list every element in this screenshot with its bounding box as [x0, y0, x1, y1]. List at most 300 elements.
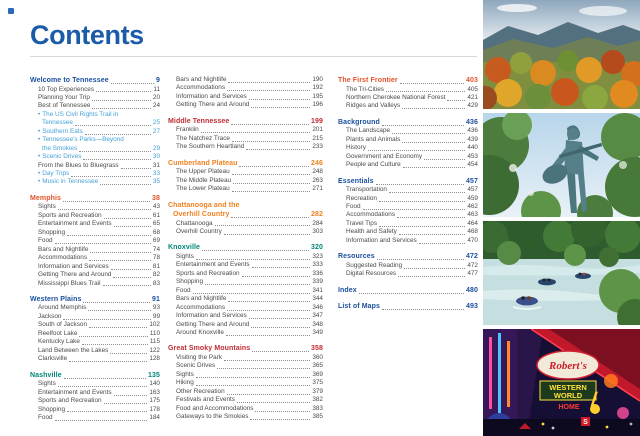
dot-leader [85, 134, 151, 135]
dot-leader [193, 293, 311, 294]
bullet-marker: • [38, 178, 41, 186]
toc-heading [168, 159, 323, 169]
toc-entry [30, 263, 160, 271]
page-number: 346 [312, 303, 323, 311]
toc-entry [338, 186, 478, 194]
toc-entry [168, 84, 323, 92]
dot-leader [92, 108, 150, 109]
toc-entry [338, 136, 478, 144]
page-number: 383 [312, 404, 323, 412]
dot-leader [227, 90, 310, 91]
page-number: 135 [148, 371, 160, 379]
toc-section [338, 286, 478, 296]
toc-entry [168, 304, 323, 312]
entry-label: Memphis [30, 194, 62, 202]
dot-leader [250, 419, 310, 420]
entry-label: Digital Resources [346, 270, 397, 278]
neon-signs-illustration [483, 329, 640, 436]
entry-label: Sights [38, 203, 56, 211]
page-number: 192 [312, 84, 323, 92]
toc-entry [338, 102, 478, 110]
page-number: 472 [466, 253, 478, 261]
page-number: 263 [312, 176, 323, 184]
entry-label: Information and Services [346, 236, 417, 244]
toc-section [168, 201, 323, 237]
dot-leader [382, 125, 464, 126]
entry-label: Planning Your Trip [38, 93, 90, 101]
neon-sign-word3: HOME [558, 404, 580, 411]
toc-section [338, 76, 478, 111]
dot-leader [392, 133, 465, 134]
page-number: 360 [312, 353, 323, 361]
toc-entry [168, 312, 323, 320]
page-number: 20 [152, 93, 160, 101]
entry-label: Food [38, 237, 53, 245]
toc-heading [168, 117, 323, 127]
dot-leader [224, 360, 310, 361]
dot-leader [382, 309, 464, 310]
entry-label: Sights [176, 370, 194, 378]
dot-leader [217, 368, 310, 369]
toc-entry [168, 177, 323, 185]
page-number: 375 [312, 379, 323, 387]
toc-heading [338, 118, 478, 128]
toc-entry [168, 321, 323, 329]
entry-label: Food [38, 413, 53, 421]
dot-leader [83, 159, 151, 160]
toc-heading [30, 76, 160, 86]
toc-entry [338, 144, 478, 152]
page-number: 196 [312, 101, 323, 109]
entry-label: The First Frontier [338, 77, 398, 84]
dot-leader [232, 141, 310, 142]
dot-leader [114, 226, 151, 227]
dot-leader [249, 99, 311, 100]
dot-leader [402, 108, 465, 109]
toc-entry [338, 262, 478, 270]
bullet-marker: • [38, 170, 41, 178]
page-number: 29 [152, 144, 160, 152]
dot-leader [246, 149, 310, 150]
entry-label: Sights [176, 252, 194, 260]
entry-label: Information and Services [176, 312, 247, 320]
page-number: 284 [312, 219, 323, 227]
neon-signs-photo [483, 329, 640, 436]
toc-entry [30, 380, 160, 388]
dot-leader [386, 91, 465, 92]
page-number: 421 [467, 93, 478, 101]
dot-leader [237, 402, 310, 403]
page-number: 303 [312, 227, 323, 235]
entry-label: Great Smoky Mountains [168, 345, 251, 353]
toc-entry [338, 237, 478, 245]
entry-label: Sports and Recreation [38, 211, 102, 219]
entry-label: The Upper Plateau [176, 168, 230, 176]
page-number: 74 [152, 245, 160, 253]
page-number: 320 [311, 244, 323, 252]
dot-leader [228, 82, 310, 83]
entry-label: South of Jackson [38, 321, 88, 329]
toc-entry [168, 295, 323, 303]
entry-label: The Southern Heartland [176, 143, 245, 151]
toc-entry [168, 405, 323, 413]
toc-heading [338, 286, 478, 296]
toc-entry [338, 211, 478, 219]
page-number: 349 [312, 329, 323, 337]
dot-leader [404, 268, 465, 269]
toc-entry [168, 143, 323, 151]
page-number: 25 [152, 119, 160, 127]
dot-leader [96, 91, 151, 92]
entry-label: History [346, 144, 366, 152]
page-number: 178 [149, 405, 160, 413]
dot-leader [92, 100, 151, 101]
toc-section [168, 76, 323, 110]
entry-label: Chattanooga and the [168, 201, 240, 209]
toc-heading [30, 295, 160, 305]
toc-entry [338, 270, 478, 278]
page-number: 199 [311, 117, 323, 125]
entry-label: Mississippi Blues Trail [38, 279, 101, 287]
toc-entry [168, 253, 323, 261]
entry-label: Around Memphis [38, 304, 87, 312]
page-number: 403 [466, 77, 478, 84]
river-rafting-photo [483, 221, 640, 325]
toc-heading [338, 302, 478, 312]
entry-label: Food [346, 203, 361, 211]
entry-label: 10 Top Experiences [38, 85, 95, 93]
entry-label: Plants and Animals [346, 135, 401, 143]
entry-label: Visiting the Park [176, 353, 223, 361]
toc-column-2 [168, 76, 323, 429]
page-number: 336 [312, 269, 323, 277]
dot-leader [231, 124, 309, 125]
dot-leader [104, 403, 148, 404]
toc-entry [30, 237, 160, 245]
entry-label: Accommodations [346, 211, 396, 219]
neon-sign-script-text: Robert's [549, 360, 587, 372]
entry-label: Around Knoxville [176, 329, 224, 337]
page-number: 453 [467, 152, 478, 160]
page-number: 35 [152, 178, 160, 186]
entry-label: The Landscape [346, 127, 391, 135]
dot-leader [103, 285, 151, 286]
dot-leader [363, 209, 466, 210]
toc-column-1 [30, 76, 160, 429]
page-number: 110 [149, 329, 160, 337]
entry-label: Getting There and Around [38, 271, 112, 279]
dot-leader [196, 377, 311, 378]
page-number: 457 [466, 177, 478, 185]
toc-heading [168, 201, 323, 211]
entry-label: Recreation [346, 194, 377, 202]
toc-entry [168, 354, 323, 362]
toc-entry [338, 203, 478, 211]
toc-entry [168, 101, 323, 109]
toc-section [30, 76, 160, 187]
dot-leader [251, 327, 310, 328]
toc-heading [30, 371, 160, 381]
page-number: 382 [312, 396, 323, 404]
page-number: 163 [149, 388, 160, 396]
toc-section [30, 295, 160, 364]
entry-label: Kentucky Lake [38, 338, 80, 346]
toc-entry [168, 413, 323, 421]
page-number: 358 [311, 345, 323, 353]
dot-leader [231, 217, 309, 218]
toc-entry [168, 371, 323, 379]
toc-entry [168, 388, 323, 396]
page-number: 190 [312, 76, 323, 83]
page-title: Contents [30, 20, 144, 50]
entry-label: Resources [338, 253, 375, 261]
toc-entry [168, 379, 323, 387]
dot-leader [82, 344, 148, 345]
toc-entry [30, 86, 160, 94]
page-number: 472 [467, 261, 478, 269]
page-number: 459 [467, 194, 478, 202]
toc-section [338, 118, 478, 170]
entry-label: Entertainment and Events [38, 388, 112, 396]
entry-label: Accommodations [176, 84, 226, 92]
toc-entry [168, 76, 323, 84]
autumn-mountains-illustration [483, 0, 640, 109]
dot-leader [111, 269, 151, 270]
entry-label: Hiking [176, 379, 194, 387]
page-number: 69 [152, 237, 160, 245]
toc-entry [30, 111, 160, 119]
dot-leader [377, 259, 464, 260]
entry-label: Franklin [176, 126, 199, 134]
dot-leader [110, 353, 147, 354]
toc-section [338, 302, 478, 312]
page-number: 463 [467, 211, 478, 219]
toc-entry [30, 136, 160, 144]
dot-leader [389, 192, 465, 193]
toc-entry [168, 270, 323, 278]
entry-label: Scenic Drives [176, 362, 216, 370]
toc-entry [338, 161, 478, 169]
dot-leader [104, 218, 151, 219]
toc-entry [338, 86, 478, 94]
toc-heading [168, 210, 323, 220]
entry-label: Clarksville [38, 355, 68, 363]
toc-entry [30, 321, 160, 329]
dot-leader [215, 225, 311, 226]
entry-label: Chattanooga [176, 219, 213, 227]
page-number: 341 [312, 286, 323, 294]
toc-entry [168, 362, 323, 370]
dot-leader [196, 259, 311, 260]
toc-section [168, 117, 323, 152]
entry-label: Nashville [30, 371, 62, 379]
entry-label: Other Recreation [176, 387, 225, 395]
toc-entry [30, 280, 160, 288]
entry-label: Tennessee's Parks—Beyond [42, 136, 124, 144]
entry-label: Getting There and Around [176, 101, 250, 109]
page-number: 470 [467, 236, 478, 244]
page-number: 215 [312, 134, 323, 142]
entry-label: The US Civil Rights Trail in [42, 110, 119, 118]
entry-label: Welcome to Tennessee [30, 77, 109, 84]
dot-leader [252, 351, 309, 352]
page-number: 38 [152, 194, 160, 202]
page-number: 61 [152, 211, 160, 219]
dot-leader [79, 336, 147, 337]
page-number: 201 [312, 126, 323, 134]
toc-heading [338, 252, 478, 262]
neon-sign-word1: WESTERN [549, 383, 587, 392]
dot-leader [399, 234, 466, 235]
page-number: 24 [152, 102, 160, 110]
toc-entry [338, 127, 478, 135]
page-number: 78 [152, 254, 160, 262]
dot-leader [114, 395, 148, 396]
dot-leader [239, 166, 309, 167]
page-number: 43 [152, 203, 160, 211]
entry-label: Ridges and Valleys [346, 102, 401, 110]
toc-entry [30, 338, 160, 346]
page-number: 82 [152, 271, 160, 279]
toc-entry [30, 304, 160, 312]
dot-leader [397, 217, 465, 218]
toc-entry [30, 220, 160, 228]
page-number: 68 [152, 228, 160, 236]
dot-leader [359, 293, 464, 294]
entry-label: Bars and Nightlife [176, 76, 227, 83]
dot-leader [400, 83, 464, 84]
dot-leader [419, 243, 466, 244]
page-number: 115 [149, 338, 160, 346]
page-number: 248 [312, 168, 323, 176]
dot-leader [67, 411, 147, 412]
entry-label: Sports and Recreation [38, 397, 102, 405]
toc-entry [168, 220, 323, 228]
page-number: 454 [467, 161, 478, 169]
dot-leader [63, 319, 150, 320]
elvis-statue-illustration [483, 113, 640, 217]
page-number: 439 [467, 135, 478, 143]
bullet-marker: • [38, 136, 41, 144]
page-number: 462 [467, 203, 478, 211]
page-number: 91 [152, 295, 160, 303]
page-number: 480 [466, 286, 478, 294]
toc-entry [30, 119, 160, 127]
bullet-marker: • [38, 127, 41, 135]
entry-label: The Lower Plateau [176, 185, 230, 193]
dot-leader [58, 386, 148, 387]
toc-entry [338, 228, 478, 236]
entry-label: Shopping [38, 405, 66, 413]
page-number: 477 [467, 270, 478, 278]
page-number: 33 [152, 170, 160, 178]
dot-leader [403, 167, 466, 168]
dot-leader [242, 276, 311, 277]
page-number: 11 [153, 85, 160, 93]
dot-leader [202, 250, 309, 251]
dot-leader [379, 201, 465, 202]
dot-leader [121, 168, 151, 169]
dot-leader [89, 327, 147, 328]
page-number: 385 [312, 413, 323, 421]
page-number: 323 [312, 252, 323, 260]
page-number: 464 [467, 219, 478, 227]
toc-entry [30, 170, 160, 178]
toc-entry [338, 153, 478, 161]
dot-leader [111, 83, 154, 84]
toc-entry [30, 254, 160, 262]
page-number: 347 [312, 312, 323, 320]
dot-leader [58, 209, 151, 210]
entry-label: Information and Services [176, 92, 247, 100]
dot-leader [226, 335, 310, 336]
dot-leader [90, 252, 150, 253]
page-number: 93 [152, 304, 160, 312]
toc-heading [168, 344, 323, 354]
page-number: 31 [152, 161, 160, 169]
entry-label: Travel Tips [346, 219, 378, 227]
entry-label: Scenic Drives [42, 153, 82, 161]
entry-label: Cumberland Plateau [168, 159, 238, 167]
dot-leader [251, 107, 310, 108]
entry-label: Shopping [38, 228, 66, 236]
dot-leader [75, 125, 151, 126]
page-number: 83 [152, 279, 160, 287]
page-number: 246 [311, 159, 323, 167]
toc-entry [168, 168, 323, 176]
entry-label: From the Blues to Bluegrass [38, 161, 119, 169]
toc-entry [30, 128, 160, 136]
toc-entry [30, 203, 160, 211]
toc-entry [30, 94, 160, 102]
dot-leader [232, 191, 311, 192]
dot-leader [255, 411, 310, 412]
entry-label: Transportation [346, 186, 387, 194]
dot-leader [224, 234, 311, 235]
bullet-marker: • [38, 110, 41, 118]
dot-leader [201, 132, 311, 133]
dot-leader [447, 100, 465, 101]
entry-label: Health and Safety [346, 228, 397, 236]
toc-entry [30, 246, 160, 254]
page-number: 102 [149, 321, 160, 329]
dot-leader [398, 276, 465, 277]
toc-section [168, 159, 323, 194]
dot-leader [233, 183, 310, 184]
toc-section [338, 252, 478, 278]
dot-leader [88, 310, 151, 311]
entry-label: Essentials [338, 177, 374, 185]
toc-entry [168, 228, 323, 236]
page-number: 175 [149, 397, 160, 405]
entry-label: Sports and Recreation [176, 269, 240, 277]
page-number: 233 [312, 143, 323, 151]
dot-leader [100, 184, 151, 185]
entry-label: Bars and Nightlife [38, 245, 89, 253]
toc-column-3 [338, 76, 478, 319]
page-number: 436 [466, 118, 478, 126]
neon-sign-badge: S [583, 419, 588, 426]
entry-label: the Smokies [42, 144, 78, 152]
entry-label: Accommodations [176, 303, 226, 311]
toc-entry [30, 212, 160, 220]
page-number: 65 [152, 220, 160, 228]
toc-entry [30, 153, 160, 161]
toc-entry [30, 389, 160, 397]
entry-label: Northern Cherokee National Forest [346, 93, 446, 101]
toc-entry [30, 414, 160, 422]
toc-entry [30, 330, 160, 338]
